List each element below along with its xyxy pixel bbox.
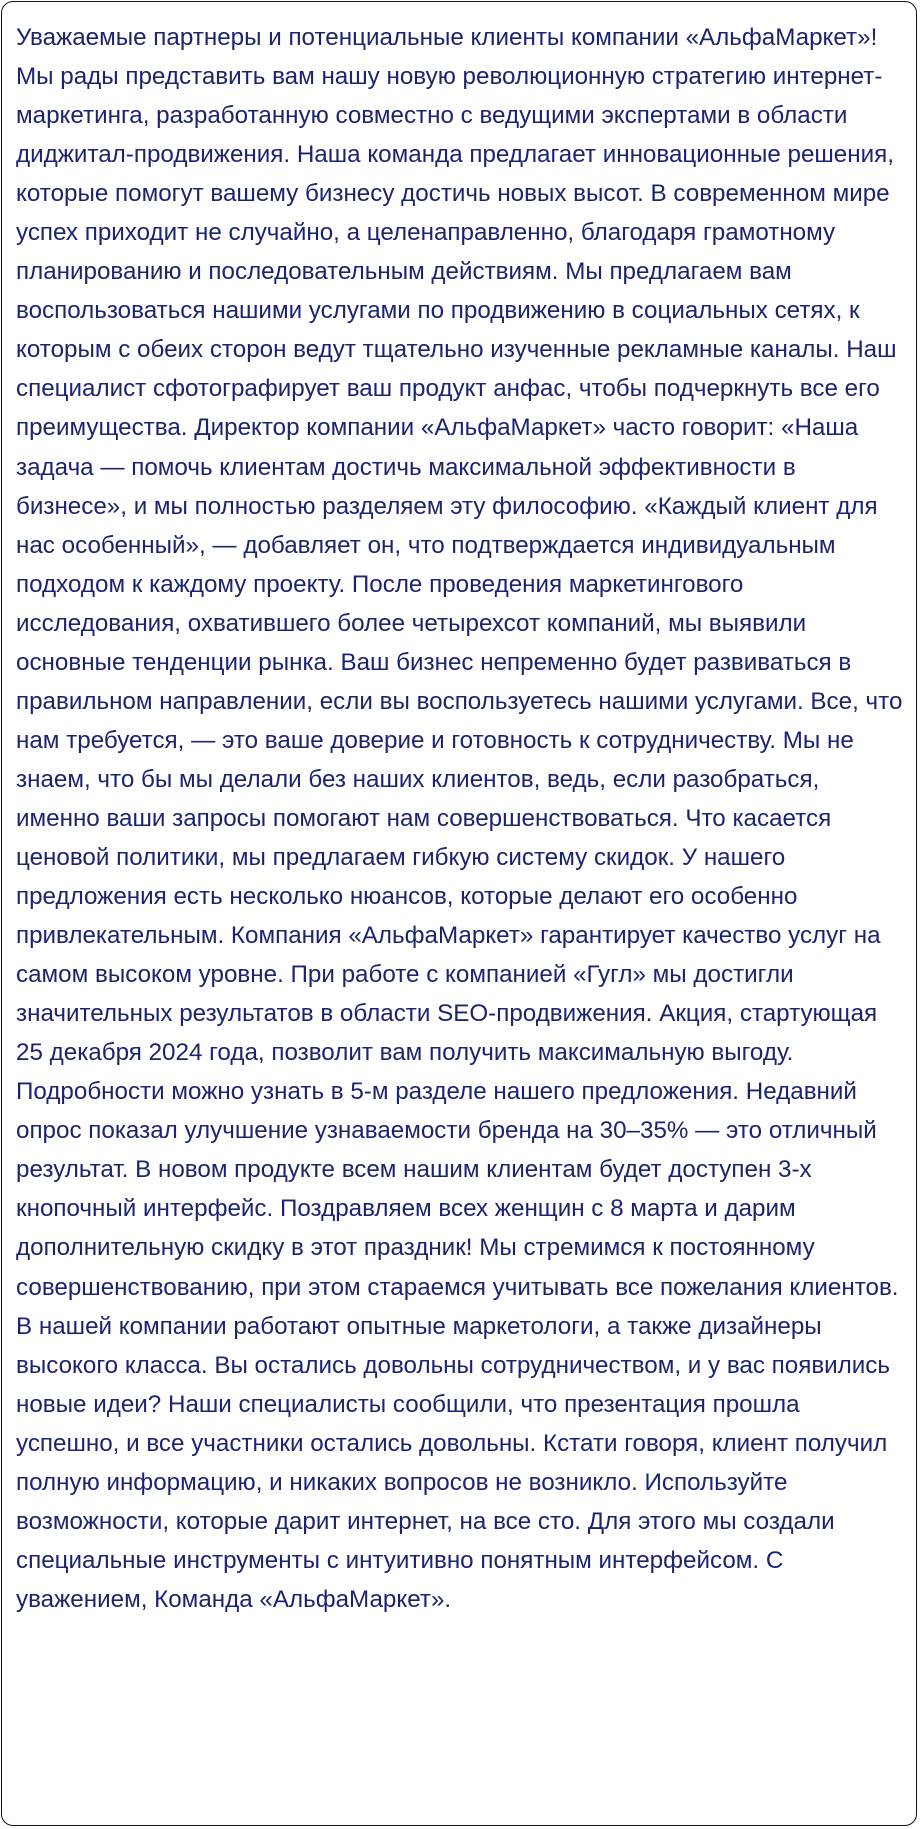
letter-body-text: Уважаемые партнеры и потенциальные клиенты компании «АльфаМаркет»! Мы рады представить вам нашу новую революционную стратегию интернет-маркетинга, разработанную совместно с ведущими экспертами в области диджитал-продвижения. Наша команда предлагает инновационные решения, которые помогут вашему бизнесу достичь новых высот. В современном мире успех приходит не случайно, а целенаправленно, благодаря грамотному планированию и последовательным действиям. Мы предлагаем вам воспользоваться нашими услугами по продвижению в социальных сетях, к которым с обеих сторон ведут тщательно изученные рекламные каналы. Наш специалист сфотографирует ваш продукт анфас, чтобы подчеркнуть все его преимущества. Директор компании «АльфаМаркет» часто говорит: «Наша задача — помочь клиентам достичь максимальной эффективности в бизнесе», и мы полностью разделяем эту философию. «Каждый клиент для нас особенный», — добавляет он, что подтверждается индивидуальным подходом к каждому проекту. После проведения маркетингового исследования, охватившего более четырехсот компаний, мы выявили основные тенденции рынка. Ваш бизнес непременно будет развиваться в правильном направлении, если вы воспользуетесь нашими услугами. Все, что нам требуется, — это ваше доверие и готовность к сотрудничеству. Мы не знаем, что бы мы делали без наших клиентов, ведь, если разобраться, именно ваши запросы помогают нам совершенствоваться. Что касается ценовой политики, мы предлагаем гибкую систему скидок. У нашего предложения есть несколько нюансов, которые делают его особенно привлекательным. Компания «АльфаМаркет» гарантирует качество услуг на самом высоком уровне. При работе с компанией «Гугл» мы достигли значительных результатов в области SEO-продвижения. Акция, стартующая 25 декабря 2024 года, позволит вам получить максимальную выгоду. Подробности можно узнать в 5-м разделе нашего предложения. Недавний опрос показал улучшение узнаваемости бренда на 30–35% — это отличный результат. В новом продукте всем нашим клиентам будет доступен 3-х кнопочный интерфейс. Поздравляем всех женщин с 8 марта и дарим дополнительную скидку в этот праздник! Мы стремимся к постоянному совершенствованию, при этом стараемся учитывать все пожелания клиентов. В нашей компании работают опытные маркетологи, а также дизайнеры высокого класса. Вы остались довольны сотрудничеством, и у вас появились новые идеи? Наши специалисты сообщили, что презентация прошла успешно, и все участники остались довольны. Кстати говоря, клиент получил полную информацию, и никаких вопросов не возникло. Используйте возможности, которые дарит интернет, на все сто. Для этого мы создали специальные инструменты с интуитивно понятным интерфейсом. С уважением, Команда «АльфаМаркет». [16, 24, 903, 1613]
letter-container [1, 1, 917, 1826]
